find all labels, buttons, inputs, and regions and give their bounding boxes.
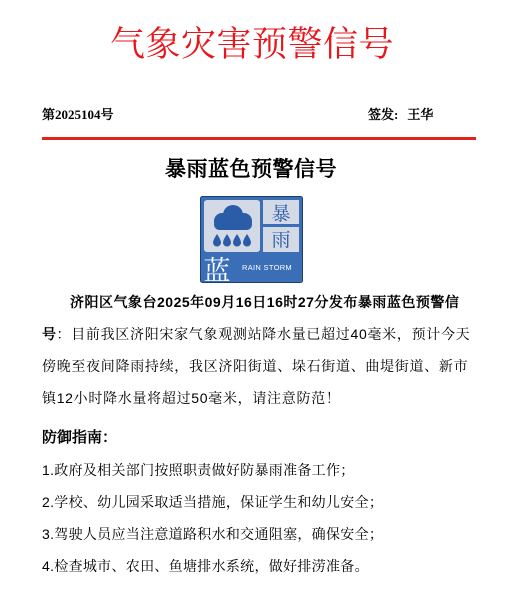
icon-english-label: RAIN STORM <box>242 263 292 272</box>
icon-char-bottom: 雨 <box>271 229 291 251</box>
guidance-item: 3.驾驶人员应当注意道路积水和交通阻塞，确保安全； <box>42 526 384 542</box>
guidance-item: 1.政府及相关部门按照职责做好防暴雨准备工作； <box>42 462 355 478</box>
guidance-item: 2.学校、幼儿园采取适当措施，保证学生和幼儿安全； <box>42 494 384 510</box>
signal-title: 暴雨蓝色预警信号 <box>165 158 337 181</box>
icon-level-char: 蓝 <box>203 256 231 283</box>
signer-label: 签发: <box>368 107 399 122</box>
guidance-item: 4.检查城市、农田、鱼塘排水系统，做好排涝准备。 <box>42 558 369 574</box>
document-header-title: 气象灾害预警信号 <box>109 25 394 64</box>
notice-body: ：目前我区济阳宋家气象观测站降水量已超过40毫米，预计今天傍晚至夜间降雨持续，我区济阳街道、垛石街道、曲堤街道、新市镇12小时降水量将超过50毫米，请注意防范！ <box>42 326 471 406</box>
cloud-base <box>214 219 252 230</box>
warning-notice <box>42 286 474 414</box>
icon-char-top: 暴 <box>271 203 291 225</box>
notice-issuance: 济阳区气象台2025年09月16日16时27分发布暴雨蓝色预警信号 <box>42 294 460 342</box>
guidance-list <box>42 454 474 582</box>
signer <box>368 106 433 124</box>
serial-number: 第2025104号 <box>42 107 114 122</box>
signer-name: 王华 <box>407 107 434 122</box>
rainstorm-blue-warning-icon <box>200 196 303 283</box>
red-divider <box>42 137 476 140</box>
guidance-title: 防御指南： <box>42 429 118 446</box>
